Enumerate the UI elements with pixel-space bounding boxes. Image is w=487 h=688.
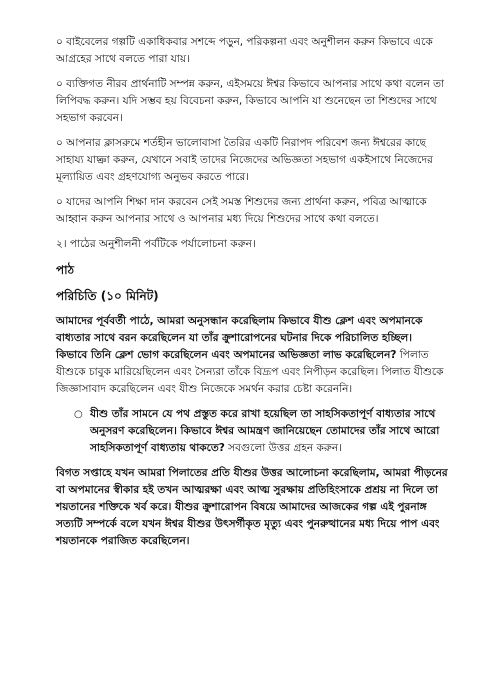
sub-instruction: সবগুলো উত্তর গ্রহন করুন। <box>224 442 342 454</box>
paragraph-read-story: ০ বাইবেলের গল্পটি একাধিকবার সশব্দে পড়ুন, পরিকল্পনা এবং অনুশীলন করুন কিভাবে একে আগ্রহের সাথে বলতে পারা যায়। <box>56 36 433 65</box>
sub-question-text <box>90 406 446 457</box>
paragraph-safe-environment: ০ আপনার ক্লাসরুমে শর্তহীন ভালোবাসা তৈরির একটি নিরাপদ পরিবেশ জন্য ঈশ্বরের কাছে সাহায্য যাচ্ঞা করুন, যেখানে সবাই তাদের নিজেদের অভিজ্ঞতা সহভাগ একইসাথে নিজেদের মূল্যায়িত এবং গ্রহণযোগ্য অনুভব করতে পারে। <box>56 137 433 183</box>
sub-question: যীশু তাঁর সামনে যে পথ প্রস্তুত করে রাখা হয়েছিল তা সাহসিকতাপূর্ণ বাধ্যতার সাথে অনুসরণ করেছিলেন। কিভাবে ঈশ্বর আমন্ত্রণ জানিয়েছেন তোমাদের তাঁর সাথে আরো সাহসিকতাপূর্ণ বাধ্যতায় থাকতে? <box>90 408 440 454</box>
paragraph-silent-prayer: ০ ব্যক্তিগত নীরব প্রার্থনাটি সম্পন্ন করুন, এইসময়ে ঈশ্বর কিভাবে আপনার সাথে কথা বলেন তা লিপিবদ্ধ করুন। যদি সম্ভব হয় বিবেচনা করুন, কিভাবে আপনি যা শুনেছেন তা শিশুদের সাথে সহভাগ করবেন। <box>56 78 445 124</box>
intro-question: আমাদের পূর্ববর্তী পাঠে, আমরা অনুসন্ধান করেছিলাম কিভাবে যীশু ক্লেশ এবং অপমানকে বাধ্যতার সাথে বরন করেছিলেন যা তাঁর ক্রুশারোপনের ঘটনার দিকে পরিচালিত হচ্ছিল। কিভাবে তিনি ক্লেশ ভোগ করেছিলেন এবং অপমানের অভিজ্ঞতা লাভ করেছিলেন? <box>56 315 423 361</box>
bullet-circle-icon: ○ <box>74 409 83 420</box>
intro-answer: পিলাত যীশুকে চাবুক মারিয়েছিলেন এবং সৈন্যরা তাঁকে বিদ্রূপ এবং নিপীড়ন করেছিল। পিলাত যীশুকে জিজ্ঞাসাবাদ করেছিলেন এবং যীশু নিজেকে সমর্থন করার চেষ্টা করেননি। <box>56 349 444 395</box>
heading-lesson: পাঠ <box>56 263 75 277</box>
document-page <box>56 34 446 550</box>
paragraph-review-exercise: ২। পাঠের অনুশীলনী পর্বটিকে পর্যালোচনা করুন। <box>56 238 256 250</box>
sub-question-item <box>74 406 446 457</box>
heading-introduction: পরিচিতি (১০ মিনিট) <box>56 289 159 303</box>
paragraph-pray-children: ০ যাদের আপনি শিক্ষা দান করবেন সেই সমস্ত শিশুদের জন্য প্রার্থনা করুন, পবিত্র আত্মাকে আহ্বান করুন আপনার সাথে ও আপনার মধ্য দিয়ে শিশুদের সাথে কথা বলতে। <box>56 196 427 225</box>
closing-paragraph: বিগত সপ্তাহে যখন আমরা পিলাতের প্রতি যীশুর উত্তর আলোচনা করেছিলাম, আমরা পীড়নের বা অপমানের স্বীকার হই তখন আত্মরক্ষা এবং আত্ম সুরক্ষায় প্রতিহিংসাকে প্রশ্রয় না দিলে তা শয়তানের শক্তিকে খর্ব করে। যীশুর ক্রুশারোপন বিষয়ে আমাদের আজকের গল্প এই পুরনাঙ্গ সত্যটি সম্পর্কে বলে যখন ঈশ্বর যীশুর উৎসর্গীকৃত মৃত্যু এবং পুনরুত্থানের মধ্য দিয়ে পাপ এবং শয়তানকে পরাজিত করেছিলেন। <box>56 467 448 547</box>
intro-paragraph <box>56 313 446 398</box>
